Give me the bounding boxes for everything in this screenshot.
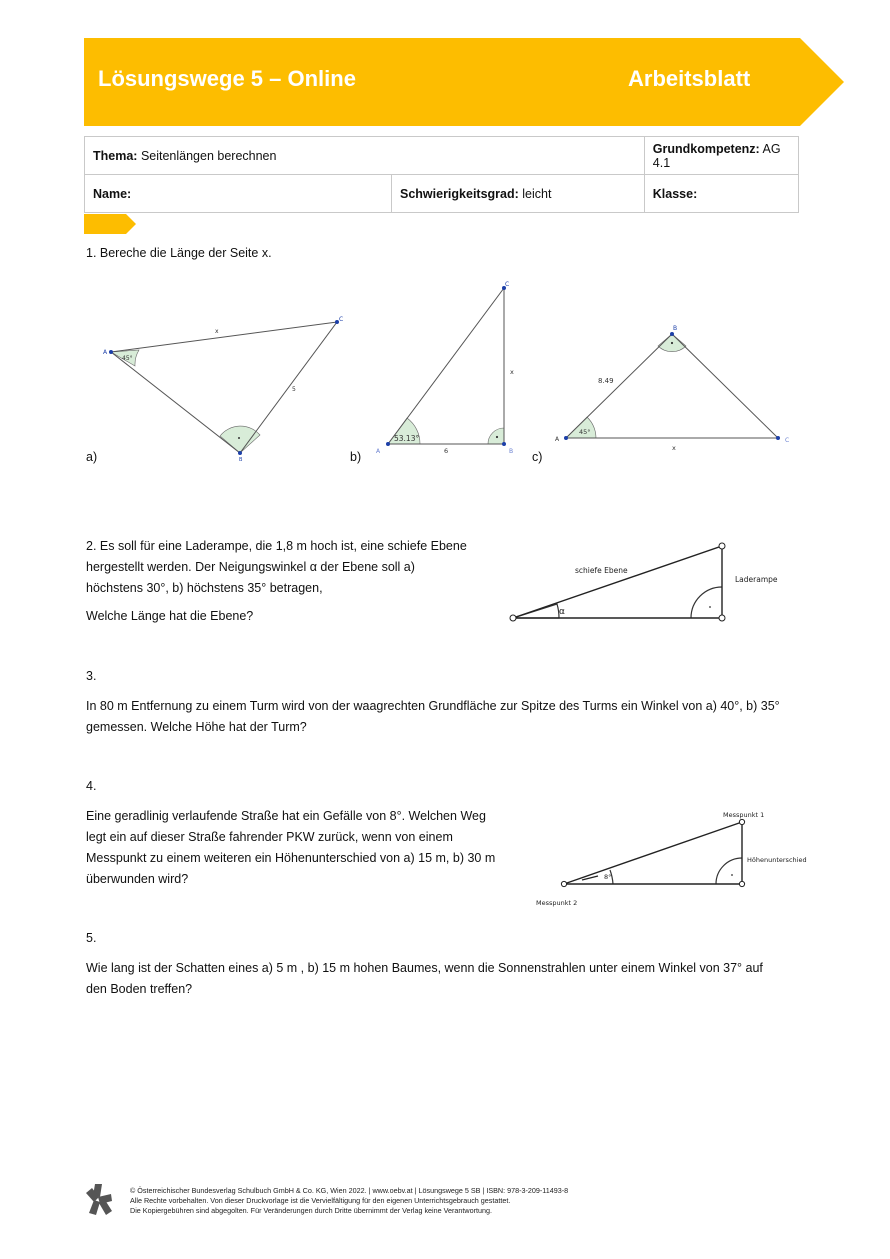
question-5-text <box>86 958 806 1000</box>
klasse-cell <box>644 175 798 213</box>
publisher-logo-icon <box>84 1184 114 1216</box>
name-cell <box>85 175 392 213</box>
question-5-line-2: den Boden treffen? <box>86 982 193 996</box>
info-table <box>84 136 799 213</box>
footer-line-1: © Österreichischer Bundesverlag Schulbuch GmbH & Co. KG, Wien 2022. | www.oebv.at | Lösungswege 5 SB | ISBN: 978-3-209-11493-8 <box>130 1186 569 1195</box>
angle-a-label: 45° <box>122 355 133 362</box>
question-4-number: 4. <box>86 779 97 793</box>
question-2-line-4: Welche Länge hat die Ebene? <box>86 609 254 623</box>
figure-1b <box>372 278 522 463</box>
question-4-line-3: Messpunkt zu einem weiteren ein Höhenunterschied von a) 15 m, b) 30 m <box>86 851 496 865</box>
subquestion-b-label: b) <box>350 450 362 464</box>
question-4-line-4: überwunden wird? <box>86 872 189 886</box>
footer-line-3: Die Kopiergebühren sind abgegolten. Für Veränderungen durch Dritte übernimmt der Verlag keine Verantwortung. <box>130 1206 492 1215</box>
question-2-line-1: 2. Es soll für eine Laderampe, die 1,8 m hoch ist, eine schiefe Ebene <box>86 539 467 553</box>
schwierigkeit-cell <box>392 175 645 213</box>
angle-a-label: 45° <box>579 428 591 436</box>
figure-1a <box>95 312 355 467</box>
footer-copyright <box>130 1186 650 1216</box>
point-b-label: B <box>239 457 243 463</box>
point-a-label: A <box>376 448 381 455</box>
question-3-line-2: gemessen. Welche Höhe hat der Turm? <box>86 720 307 734</box>
schwierigkeit-label: Schwierigkeitsgrad: <box>400 186 519 201</box>
subquestion-a-label: a) <box>86 450 98 464</box>
page-title: Lösungswege 5 – Online <box>98 66 356 91</box>
question-5-number: 5. <box>86 931 97 945</box>
label-schiefe-ebene: schiefe Ebene <box>575 566 628 575</box>
question-2-line-2: hergestellt werden. Der Neigungswinkel α der Ebene soll a) <box>86 560 415 574</box>
question-1-text: 1. Bereche die Länge der Seite x. <box>86 246 272 260</box>
label-alpha: α <box>559 607 565 617</box>
kompetenz-label: Grundkompetenz: <box>652 141 760 156</box>
side-849-label: 8.49 <box>598 377 614 385</box>
question-4-line-1: Eine geradlinig verlaufende Straße hat ein Gefälle von 8°. Welchen Weg <box>86 809 486 823</box>
question-3-number: 3. <box>86 669 97 683</box>
header-banner <box>84 38 844 126</box>
label-messpunkt-2: Messpunkt 2 <box>536 899 578 907</box>
question-2-line-3: höchstens 30°, b) höchstens 35° betragen, <box>86 581 323 595</box>
section-marker <box>84 214 136 234</box>
name-label: Name: <box>93 186 132 201</box>
question-3-line-1: In 80 m Entfernung zu einem Turm wird von der waagrechten Grundfläche zur Spitze des Turms ein Winkel von a) 40°, b) 35° <box>86 699 780 713</box>
klasse-label: Klasse: <box>652 186 698 201</box>
thema-cell <box>85 137 645 175</box>
point-c-label: C <box>339 316 344 323</box>
schwierigkeit-value: leicht <box>522 186 552 201</box>
figure-4-road <box>530 805 812 911</box>
kompetenz-value: AG 4.1 <box>652 141 781 170</box>
side-x-label: x <box>510 368 514 376</box>
side-x-label: x <box>215 328 219 335</box>
label-angle-8: 8° <box>604 873 612 881</box>
point-a-label: A <box>555 436 560 443</box>
question-3-text <box>86 696 806 738</box>
side-6-label: 6 <box>444 447 449 455</box>
question-2-text <box>86 536 486 627</box>
footer-line-2: Alle Rechte vorbehalten. Von dieser Druckvorlage ist die Vervielfältigung für den eigenen Unterrichtsgebrauch gestattet. <box>130 1196 511 1205</box>
point-c-label: C <box>505 281 510 288</box>
point-c-label: C <box>785 437 790 444</box>
thema-value: Seitenlängen berechnen <box>140 148 277 163</box>
point-b-label: B <box>673 325 678 332</box>
question-4-text <box>86 806 526 890</box>
label-hoehenunterschied: Höhenunterschied <box>747 856 807 864</box>
figure-2-ramp <box>505 536 778 628</box>
document-type: Arbeitsblatt <box>628 66 751 91</box>
kompetenz-cell <box>644 137 798 175</box>
side-x-label: x <box>672 444 676 452</box>
label-messpunkt-1: Messpunkt 1 <box>723 811 765 819</box>
figure-1c <box>552 320 802 455</box>
question-4-line-2: legt ein auf dieser Straße fahrender PKW zurück, wenn von einem <box>86 830 453 844</box>
subquestion-c-label: c) <box>532 450 543 464</box>
point-a-label: A <box>103 349 108 356</box>
side-5-label: 5 <box>292 386 296 393</box>
thema-label: Thema: <box>93 148 138 163</box>
label-laderampe: Laderampe <box>735 575 778 584</box>
point-b-label: B <box>509 448 514 455</box>
angle-a-label: 53.13° <box>394 434 420 443</box>
question-5-line-1: Wie lang ist der Schatten eines a) 5 m , b) 15 m hohen Baumes, wenn die Sonnenstrahlen unter einem Winkel von 37° auf <box>86 961 763 975</box>
